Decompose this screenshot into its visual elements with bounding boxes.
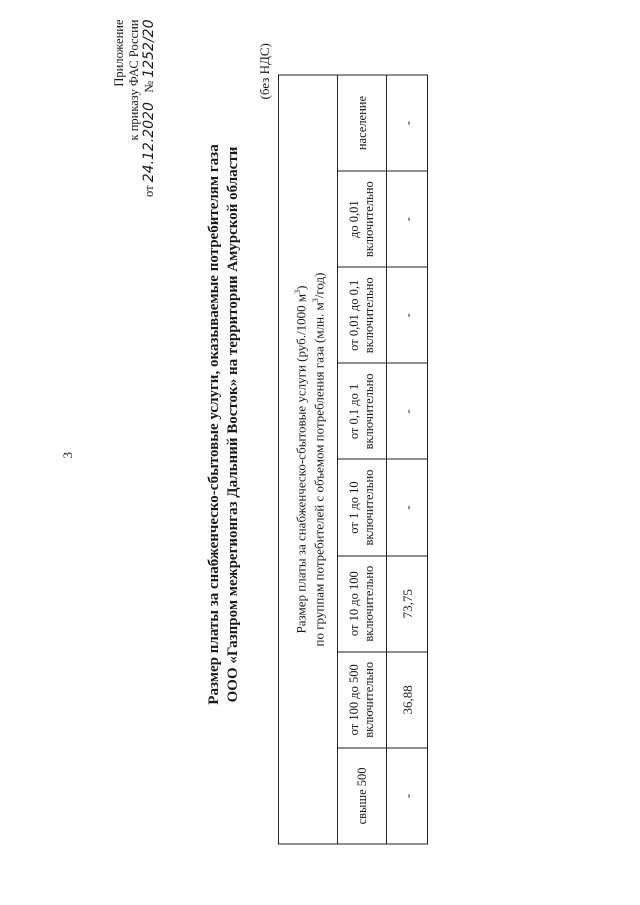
column-header: от 0,01 до 0,1 включительно: [338, 267, 387, 363]
column-header: от 0,1 до 1 включительно: [338, 363, 387, 459]
from-label: от: [142, 185, 156, 197]
header-sub-tail: /год): [311, 272, 327, 299]
table-header-cell: [279, 75, 338, 844]
fees-table: [278, 75, 428, 845]
table-row: [387, 75, 428, 844]
value-cell: -: [387, 460, 428, 556]
vat-note: (без НДС): [257, 43, 272, 100]
value-cell: 73,75: [387, 556, 428, 652]
column-header: население: [338, 75, 387, 171]
value-cell: -: [387, 363, 428, 459]
column-header: свыше 500: [338, 748, 387, 844]
column-header: от 100 до 500 включительно: [338, 652, 387, 748]
value-cell: 36,88: [387, 652, 428, 748]
header-main-text: Размер платы за снабженческо-сбытовые услуги (руб./1000 м: [293, 293, 308, 634]
table-header-row: [279, 75, 338, 844]
header-main-sup: 3: [292, 289, 302, 294]
appendix-title: Приложение: [112, 19, 126, 87]
appendix-order-line: к приказу ФАС России: [127, 19, 141, 141]
header-main-tail: ): [293, 285, 308, 290]
value-cell: -: [387, 267, 428, 363]
value-cell: -: [387, 75, 428, 171]
handwritten-number: 1252/20: [141, 19, 157, 78]
appendix-date-number: [142, 20, 157, 240]
column-header: до 0,01 включительно: [338, 171, 387, 267]
header-sub-text: по группам потребителей с объемом потребления газа (млн. м: [311, 302, 327, 647]
value-cell: -: [387, 748, 428, 844]
column-header: от 10 до 100 включительно: [338, 556, 387, 652]
value-cell: -: [387, 171, 428, 267]
title-line-1: Размер платы за снабженческо-сбытовые услуги, оказываемые потребителям газа: [206, 144, 222, 705]
number-label: №: [142, 80, 156, 93]
handwritten-date: 24.12.2020: [141, 102, 157, 183]
header-sub-sup: 3: [311, 298, 320, 303]
appendix-block: [112, 20, 157, 240]
title-line-2: ООО «Газпром межрегионгаз Дальний Восток» на территории Амурской области: [225, 146, 241, 703]
column-header: от 1 до 10 включительно: [338, 460, 387, 556]
document-title: [205, 125, 243, 725]
column-header-row: [338, 75, 387, 844]
page-number: 3: [60, 452, 75, 459]
